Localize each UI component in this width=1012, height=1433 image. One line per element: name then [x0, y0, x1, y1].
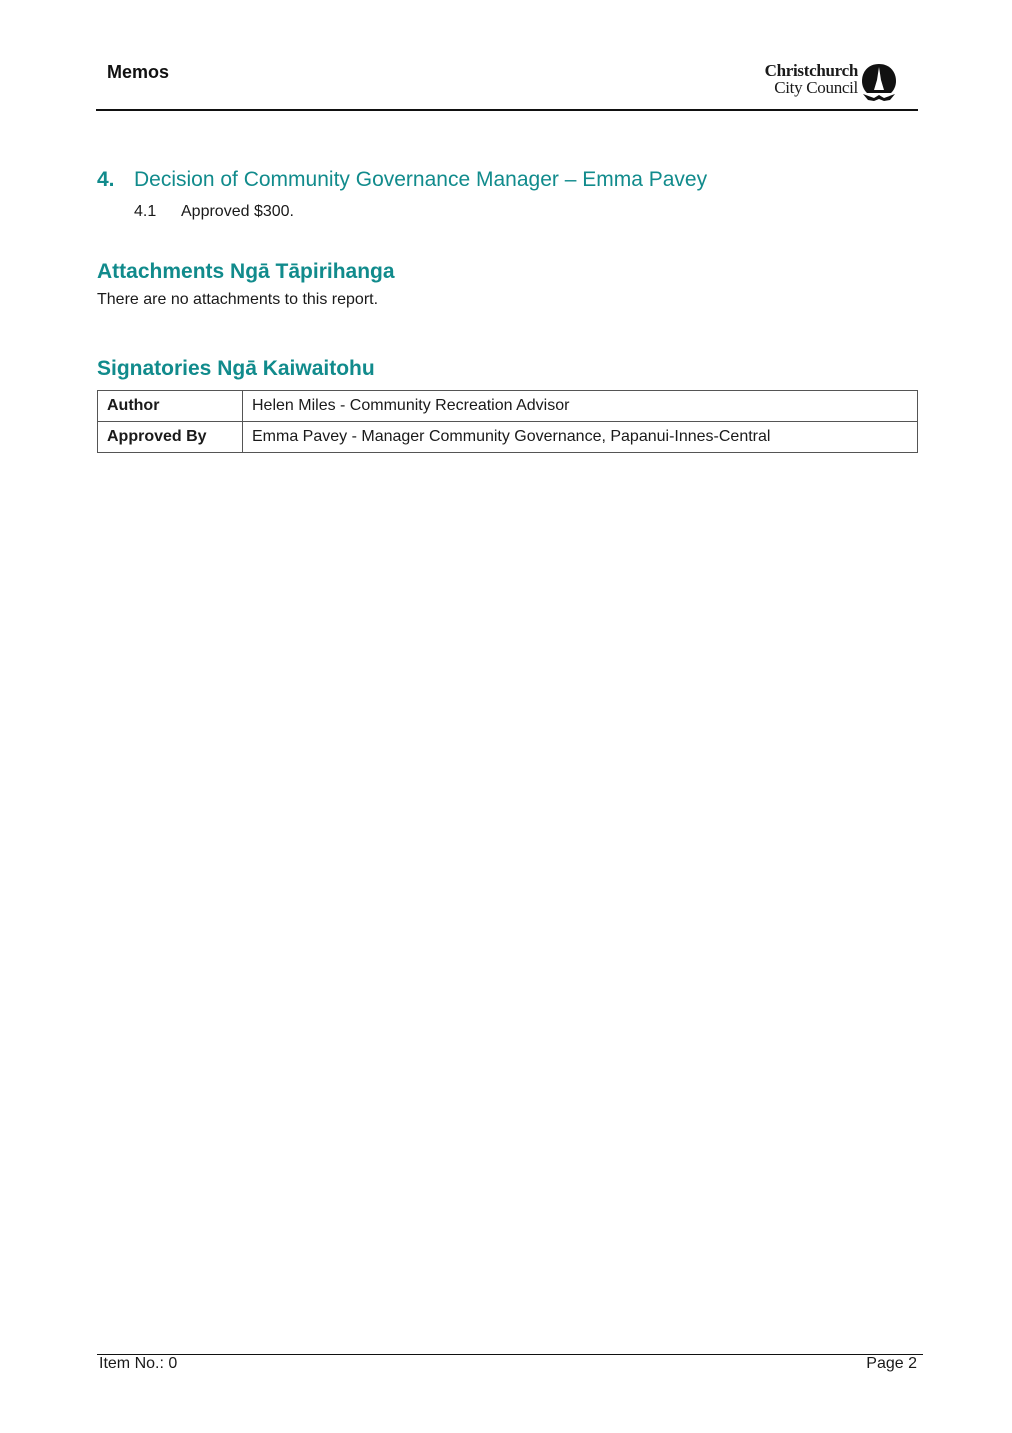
signatories-table	[97, 390, 918, 453]
row-label: Approved By	[98, 422, 243, 453]
section-4-heading	[97, 168, 707, 192]
item-number: 4.1	[134, 203, 157, 220]
footer-page-number: Page 2	[866, 1355, 917, 1372]
item-text: Approved $300.	[181, 203, 294, 220]
logo-line-1: Christchurch	[764, 61, 858, 80]
section-title: Decision of Community Governance Manager – Emma Pavey	[134, 168, 708, 191]
footer-divider	[97, 1354, 923, 1355]
signatories-heading: Signatories Ngā Kaiwaitohu	[97, 357, 375, 380]
section-number: 4.	[97, 168, 115, 191]
list-item	[134, 203, 294, 221]
table-row	[98, 391, 918, 422]
attachments-text: There are no attachments to this report.	[97, 291, 379, 308]
row-value: Emma Pavey - Manager Community Governance, Papanui-Innes-Central	[243, 422, 918, 453]
header-title: Memos	[107, 62, 170, 82]
row-value: Helen Miles - Community Recreation Advisor	[243, 391, 918, 422]
cathedral-spire-icon	[860, 62, 898, 102]
council-logo	[748, 62, 898, 104]
row-label: Author	[98, 391, 243, 422]
header-divider	[96, 109, 918, 111]
footer-item-number: Item No.: 0	[99, 1355, 178, 1372]
attachments-heading: Attachments Ngā Tāpirihanga	[97, 260, 395, 283]
logo-line-2: City Council	[774, 78, 858, 97]
logo-text	[765, 62, 858, 96]
table-row	[98, 422, 918, 453]
